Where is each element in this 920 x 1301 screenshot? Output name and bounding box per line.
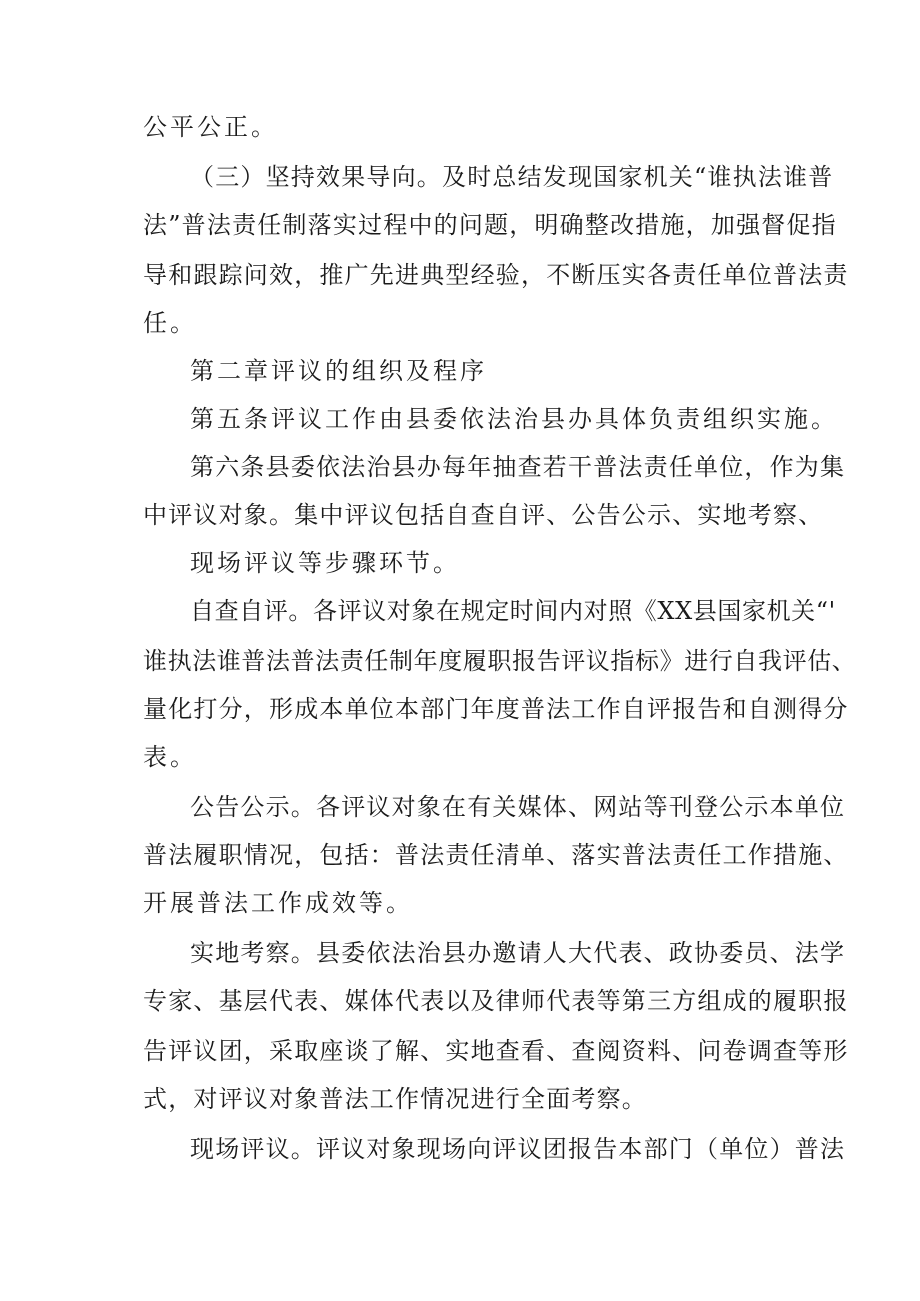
text-line: 公告公示。各评议对象在有关媒体、网站等刊登公示本单位 bbox=[190, 793, 846, 821]
text-line: 现场评议。评议对象现场向评议团报告本部门（单位）普法 bbox=[190, 1135, 846, 1163]
text-line: 普法履职情况，包括：普法责任清单、落实普法责任工作措施、 bbox=[143, 841, 849, 869]
text-line: （三）坚持效果导向。及时总结发现国家机关“谁执法谁普 bbox=[190, 163, 834, 191]
text-line: 第五条评议工作由县委依法治县办具体负责组织实施。 bbox=[190, 405, 838, 433]
text-line: 开展普法工作成效等。 bbox=[143, 889, 413, 917]
text-line: 告评议团，采取座谈了解、实地查看、查阅资料、问卷调查等形 bbox=[143, 1037, 849, 1065]
text-line: 导和跟踪问效，推广先进典型经验，不断压实各责任单位普法责 bbox=[143, 261, 849, 289]
text-line: 法”普法责任制落实过程中的问题，明确整改措施，加强督促指 bbox=[143, 211, 837, 239]
text-line: 专家、基层代表、媒体代表以及律师代表等第三方组成的履职报 bbox=[143, 987, 849, 1015]
chapter-heading: 第二章评议的组织及程序 bbox=[190, 357, 487, 385]
text-line: 中评议对象。集中评议包括自查自评、公告公示、实地考察、 bbox=[143, 501, 824, 529]
text-line: 第六条县委依法治县办每年抽查若干普法责任单位，作为集 bbox=[190, 453, 846, 481]
text-line: 式，对评议对象普法工作情况进行全面考察。 bbox=[143, 1085, 647, 1113]
text-line: 任。 bbox=[143, 309, 197, 337]
text-line: 公平公正。 bbox=[143, 113, 278, 141]
text-line: 表。 bbox=[143, 743, 197, 771]
text-line: 谁执法谁普法普法责任制年度履职报告评议指标》进行自我评估、 bbox=[143, 647, 857, 675]
text-line: 现场评议等步骤环节。 bbox=[190, 549, 460, 577]
text-line: 自查自评。各评议对象在规定时间内对照《XX县国家机关“' bbox=[190, 597, 836, 625]
text-line: 量化打分，形成本单位本部门年度普法工作自评报告和自测得分 bbox=[143, 695, 849, 723]
text-line: 实地考察。县委依法治县办邀请人大代表、政协委员、法学 bbox=[190, 939, 846, 967]
